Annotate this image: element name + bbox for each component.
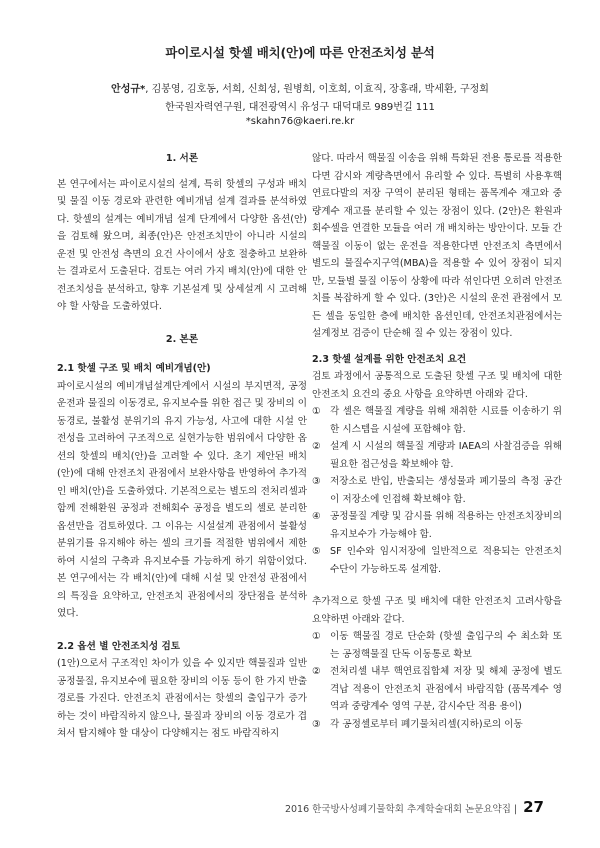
list-item: ⑤ SF 인수와 임시저장에 일반적으로 적용되는 안전조치 수단이 가능하도록 설계함. [312, 546, 562, 575]
affiliation: 한국원자력연구원, 대전광역시 유성구 대덕대로 989번길 111 [165, 102, 435, 113]
intro-heading: 1. 서론 [165, 153, 199, 164]
intro-paragraph: 본 연구에서는 파이로시설의 설계, 특히 핫셀의 구성과 배치 및 물질 이동 경로와 관련한 예비개념 설계 결과를 분석하였다. 핫셀의 설계는 예비개념 설계 단계에서 다양한 옵션(안)을 검토해 왔으며, 최종(안)은 안전조치만이 아니라 시설의 운전 및 안전성 측면의 요건 사이에서 상호 절충하고 보완하는 결과로서 도출된다. 검토는 여러 가지 배치(안)에 대한 안전조치성을 분석하고, 향후 기본설계 및 상세설계 시 고려해야 할 사항을 도출하였다. [57, 178, 307, 312]
requirements-list [312, 403, 562, 578]
section-2-2-paragraph: (1안)으로서 구조적인 차이가 있을 수 있지만 핵물질과 일반공정물질, 유지보수에 필요한 장비의 이동 등이 한 가지 반출경로를 가진다. 안전조치 관점에서는 핫셀의 출입구가 증가하는 것이 바람직하지 않으나, 물질과 장비의 이동 경로가 겹쳐서 탐지해야 할 대상이 다양해지는 점도 바람직하지 [57, 658, 307, 739]
footer-text: 2016 한국방사성폐기물학회 추계학술대회 논문요약집 [284, 804, 511, 815]
contact-email: *skahn76@kaeri.re.kr [245, 116, 355, 127]
page-footer [285, 798, 544, 816]
first-author: 안성규* [111, 84, 146, 95]
section-2-2-heading: 2.2 옵션 별 안전조치성 검토 [57, 640, 181, 652]
body-heading: 2. 본론 [165, 333, 199, 345]
section-2-1-paragraph: 파이로시설의 예비개념설계단계에서 시설의 부지면적, 공정운전과 물질의 이동경로, 유지보수를 위한 접근 및 장비의 이동경로, 불활성 분위기의 유지 가능성, 사고에 대한 시설 안전성을 고려하여 구조적으로 실현가능한 범위에서 다양한 옵션의 핫셀의 배치(안)을 고려할 수 있다. 초기 제안된 배치(안)에 대해 안전조치 관점에서 보완사항을 반영하여 추가적인 배치(안)을 도출하였다. 기본적으로는 별도의 전처리셀과 함께 전해환원 공정과 전해회수 공정을 별도의 셀로 분리한 옵션만을 검토하였다. 그 이유는 시설설계 관점에서 불활성 분위기를 유지해야 하는 셀의 크기를 적절한 범위에서 제한하여 시설의 구축과 유지보수를 가능하게 하기 위함이었다. 본 연구에서는 각 배치(안)에 대해 시설 및 안전성 관점에서의 특징을 요약하고, 안전조치 관점에서의 장단점을 분석하였다. [57, 380, 307, 619]
list-item: ③ 저장소로 반입, 반출되는 생성물과 폐기물의 측정 공간이 저장소에 인접해 확보해야 함. [312, 476, 562, 505]
author-list [0, 80, 600, 95]
paper-title: 파이로시설 핫셀 배치(안)에 따른 안전조치성 분석 [165, 45, 435, 60]
left-column [57, 150, 307, 743]
list-item: ① 이동 핵물질 경로 단순화 (핫셀 출입구의 수 최소화 또는 공정핵물질 단독 이동통로 확보 [312, 631, 562, 660]
section-2-3-heading: 2.3 핫셀 설계를 위한 안전조치 요건 [312, 353, 467, 365]
footer-separator: | [513, 804, 518, 815]
section-2-1-heading: 2.1 핫셀 구조 및 배치 예비개념(안) [57, 363, 211, 374]
considerations-list [312, 628, 562, 733]
section-2-2-continuation: 않다. 따라서 핵물질 이송을 위해 특화된 전용 통로를 적용한다면 감시와 계량측면에서 유리할 수 있다. 특별히 사용후핵연료다발의 저장 구역이 분리된 형태는 품목계수 재고와 중량계수 재고를 분리할 수 있는 장점이 있다. (2안)은 환원과 회수셀을 연결한 모듈을 여러 개 배치하는 방안이다. 모듈 간 핵물질 이동이 없는 운전을 적용한다면 안전조치 측면에서 별도의 물질수지구역(MBA)을 적용할 수 있어 장점이 되지만, 모듈별 물질 이동이 상황에 따라 섞인다면 오히려 안전조치를 복잡하게 할 수 있다. (3안)은 시설의 운전 관점에서 모든 셀을 동일한 층에 배치한 옵션인데, 안전조치관점에서는 설계정보 검증이 단순해 질 수 있는 장점이 있다. [312, 153, 562, 339]
list-item: ① 각 셀은 핵물질 계량을 위해 채취한 시료를 이송하기 위한 시스템을 시설에 포함해야 함. [312, 406, 562, 435]
list-item: ② 설계 시 시설의 핵물질 계량과 IAEA의 사찰검증을 위해 필요한 접근성을 확보해야 함. [312, 441, 562, 470]
page-number: 27 [523, 798, 544, 816]
right-column [312, 150, 562, 733]
section-2-3-paragraph: 검토 과정에서 공통적으로 도출된 핫셀 구조 및 배치에 대한 안전조치 요건의 중요 사항을 요약하면 아래와 같다. [312, 371, 562, 400]
co-authors: , 김봉영, 김호동, 서희, 신희성, 원병희, 이호희, 이효직, 장홍래, 박세환, 구정회 [145, 84, 489, 95]
list-item: ④ 공정물질 계량 및 감시를 위해 적용하는 안전조치장비의 유지보수가 가능해야 함. [312, 511, 562, 540]
list-item: ③ 각 공정셀로부터 폐기물처리셀(지하)로의 이동 [312, 718, 523, 730]
list-item: ② 전처리셀 내부 핵연료집합체 저장 및 해체 공정에 별도 격납 적용이 안전조치 관점에서 바람직함 (품목계수 영역과 중량계수 영역 구분, 감시수단 적용 용이) [312, 666, 562, 712]
section-2-3-paragraph-2: 추가적으로 핫셀 구조 및 배치에 대한 안전조치 고려사항을 요약하면 아래와 같다. [312, 596, 562, 625]
